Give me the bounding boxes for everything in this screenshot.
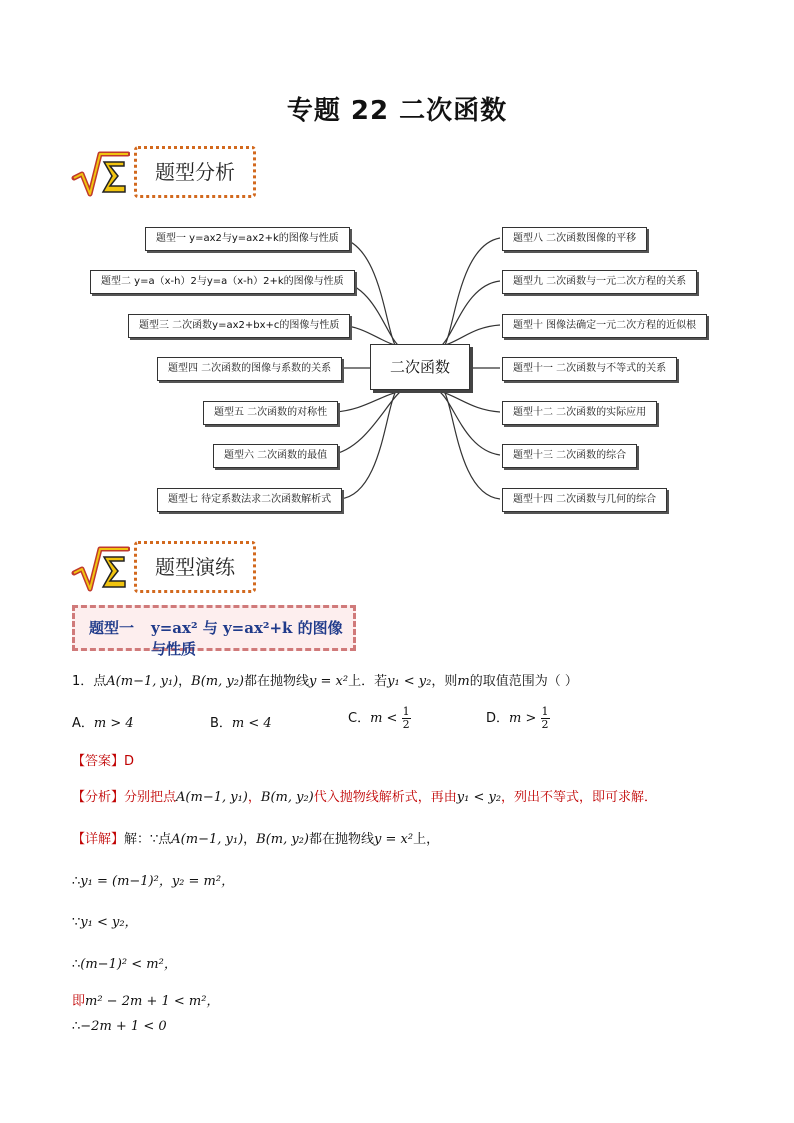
topic-banner-text: y=ax² 与 y=ax²+k 的图像与性质	[151, 619, 343, 658]
mindmap-node-9: 题型九 二次函数与一元二次方程的关系	[502, 270, 697, 294]
condition-expr: y₁ < y₂	[387, 674, 432, 689]
fraction	[541, 706, 550, 731]
mindmap-node-2: 题型二 y=a（x-h）2与y=a（x-h）2+k的图像与性质	[90, 270, 355, 294]
sqrt-sigma-icon	[70, 543, 130, 595]
point-b: B(m, y₂)	[256, 832, 310, 847]
step-expr: −2m + 1 < 0	[80, 1019, 167, 1034]
mindmap-node-12: 题型十二 二次函数的实际应用	[502, 401, 657, 425]
option-d	[486, 706, 550, 731]
mindmap-node-4: 题型四 二次函数的图像与系数的关系	[157, 357, 342, 381]
detail-tag: 【详解】	[72, 832, 125, 847]
topic-banner-prefix: 题型一	[89, 619, 135, 637]
section-practice-label: 题型演练	[134, 541, 256, 593]
fraction	[402, 706, 411, 731]
point-a: A(m−1, y₁)	[176, 790, 248, 805]
fraction-denominator: 2	[541, 718, 549, 731]
parabola-expr: y = x²	[374, 832, 414, 847]
analysis-text: 分别把点	[124, 790, 177, 805]
point-a: A(m−1, y₁)	[106, 674, 179, 689]
parabola-expr: y = x²	[309, 674, 349, 689]
mindmap-node-8: 题型八 二次函数图像的平移	[502, 227, 647, 251]
detail-text: 都在抛物线	[309, 832, 375, 847]
analysis-text: 代入抛物线解析式，再由	[313, 790, 457, 805]
point-b: B(m, y₂)	[260, 790, 314, 805]
question-text: 上．若	[348, 674, 388, 689]
solution-step-1	[72, 870, 234, 889]
point-a: A(m−1, y₁)	[171, 832, 244, 847]
detail-text: 解：∵点	[124, 832, 172, 847]
sqrt-sigma-icon	[70, 148, 130, 200]
mindmap-node-7: 题型七 待定系数法求二次函数解析式	[157, 488, 342, 512]
question-text: 都在抛物线	[244, 674, 310, 689]
section-analysis-label: 题型分析	[134, 146, 256, 198]
question-text: 的取值范围为（ ）	[469, 674, 578, 689]
mindmap-node-14: 题型十四 二次函数与几何的综合	[502, 488, 667, 512]
mindmap-node-10: 题型十 图像法确定一元二次方程的近似根	[502, 314, 707, 338]
mindmap-center-node: 二次函数	[370, 344, 470, 390]
step-prefix: ∴	[72, 957, 81, 972]
option-expr: m < 4	[231, 716, 272, 731]
option-letter: A．	[72, 716, 94, 731]
condition-expr: y₁ < y₂	[456, 790, 502, 805]
question-text: ，则	[431, 674, 458, 689]
solution-step-2	[72, 911, 138, 930]
fraction-numerator: 1	[402, 705, 410, 718]
solution-step-5	[72, 1019, 167, 1034]
option-expr: m >	[509, 711, 537, 726]
option-letter: B．	[210, 716, 232, 731]
detail-line	[72, 828, 439, 847]
option-letter: C．	[348, 711, 371, 726]
step-prefix: ∴	[72, 874, 81, 889]
option-a	[72, 712, 134, 731]
step-prefix: ∴	[72, 1019, 81, 1034]
solution-step-4	[72, 990, 219, 1009]
step-prefix: 即	[72, 994, 86, 1009]
answer-tag: 【答案】	[72, 754, 125, 769]
point-b: B(m, y₂)	[191, 674, 245, 689]
answer-line	[72, 750, 134, 769]
step-prefix: ∵	[72, 915, 81, 930]
analysis-tag: 【分析】	[72, 790, 125, 805]
step-expr: y₁ < y₂，	[80, 915, 138, 930]
mindmap-node-3: 题型三 二次函数y=ax2+bx+c的图像与性质	[128, 314, 350, 338]
mindmap-node-1: 题型一 y=ax2与y=ax2+k的图像与性质	[145, 227, 350, 251]
analysis-line	[72, 786, 657, 805]
option-c	[348, 706, 411, 731]
mindmap-node-13: 题型十三 二次函数的综合	[502, 444, 637, 468]
question-number: 1．	[72, 674, 94, 689]
option-expr: m > 4	[93, 716, 134, 731]
question-text: 点	[93, 674, 107, 689]
question-text: ，	[178, 674, 192, 689]
answer-value: D	[124, 754, 135, 769]
mindmap-node-11: 题型十一 二次函数与不等式的关系	[502, 357, 677, 381]
option-letter: D．	[486, 711, 510, 726]
mindmap-node-6: 题型六 二次函数的最值	[213, 444, 338, 468]
page-title: 专题 22 二次函数	[286, 96, 508, 126]
fraction-numerator: 1	[541, 705, 549, 718]
variable-m: m	[457, 674, 470, 689]
solution-step-3	[72, 953, 177, 972]
analysis-text: ，列出不等式，即可求解．	[501, 790, 658, 805]
question-stem	[72, 670, 578, 689]
fraction-denominator: 2	[402, 718, 410, 731]
analysis-text: ，	[247, 790, 261, 805]
mindmap-node-5: 题型五 二次函数的对称性	[203, 401, 338, 425]
step-expr: m² − 2m + 1 < m²，	[85, 994, 220, 1009]
topic-banner	[72, 605, 356, 658]
detail-text: ，	[243, 832, 257, 847]
option-expr: m <	[370, 711, 398, 726]
step-expr: y₁ = (m−1)²，y₂ = m²，	[80, 874, 235, 889]
detail-text: 上，	[413, 832, 440, 847]
option-b	[210, 712, 272, 731]
step-expr: (m−1)² < m²，	[80, 957, 177, 972]
